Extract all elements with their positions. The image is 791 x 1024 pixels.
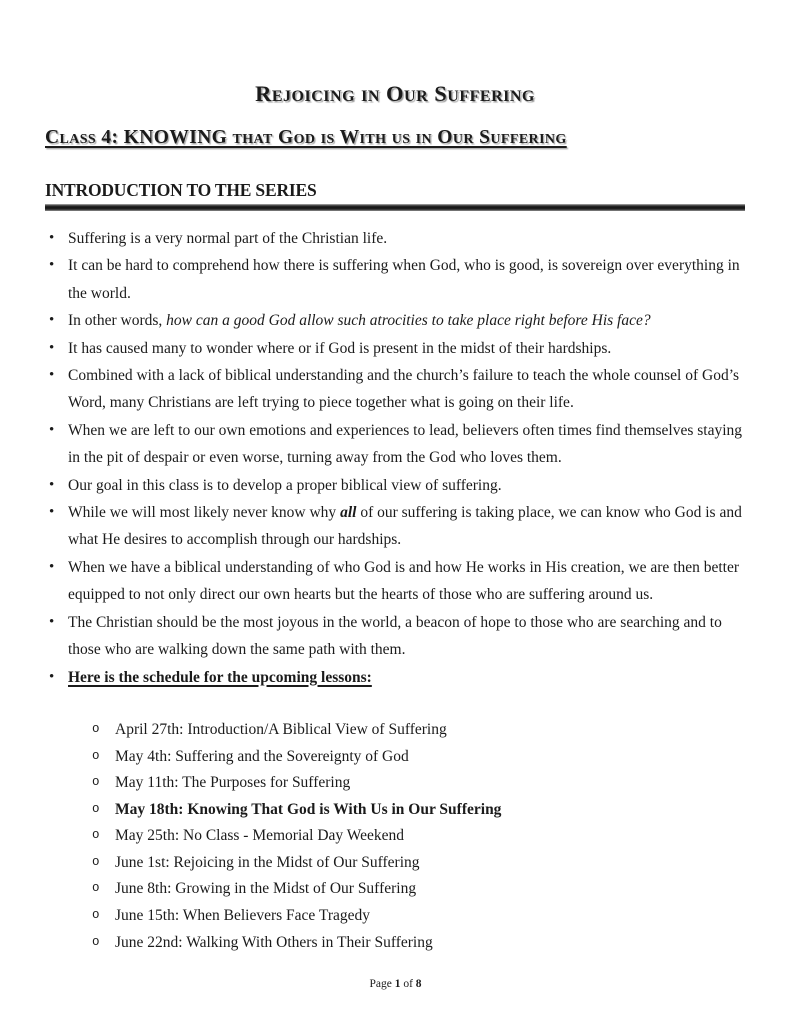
- text-run: The Christian should be the most joyous in the world, a beacon of hope to those who are searching and to those who are walking down the same path with them.: [68, 613, 722, 659]
- bullet-list-item: [45, 307, 745, 334]
- bullet-list-item: [45, 472, 745, 499]
- text-run: all: [340, 504, 357, 522]
- schedule-list-item: [92, 744, 745, 771]
- bullet-list-item: [45, 609, 745, 664]
- text-run: of our suffering is taking place, we can know who God is and what He desires to accomplish through our hardships.: [68, 504, 742, 549]
- page-footer: [0, 977, 791, 991]
- text-run: May 18th: Knowing That God is With Us in Our Suffering: [115, 800, 502, 818]
- schedule-list-item: [92, 930, 745, 957]
- bullet-list-item: [45, 252, 745, 307]
- schedule-list-item: [92, 797, 745, 824]
- class-subtitle: Class 4: KNOWING that God is With us in Our Suffering: [45, 127, 567, 148]
- schedule-list-item: [92, 850, 745, 877]
- schedule-list-item: [92, 823, 745, 850]
- bullet-list-item: [45, 417, 745, 472]
- schedule-list-item: [92, 903, 745, 930]
- section-heading: INTRODUCTION TO THE SERIES: [45, 180, 317, 200]
- footer-page-number: 1: [394, 978, 401, 990]
- text-run: When we are left to our own emotions and experiences to lead, believers often times find themselves staying in the pit of despair or even worse, turning away from the God who loves them.: [68, 421, 743, 467]
- text-run: While we will most likely never know why: [68, 504, 341, 522]
- schedule-list-item: [92, 717, 745, 744]
- text-run: It has caused many to wonder where or if God is present in the midst of their hardships.: [68, 339, 612, 357]
- text-run: When we have a biblical understanding of who God is and how He works in His creation, we are then better equipped to not only direct our own hearts but the hearts of those who are suffering around us.: [68, 558, 740, 604]
- footer-page-label: Page: [369, 978, 392, 990]
- text-run: June 22nd: Walking With Others in Their Suffering: [115, 933, 433, 951]
- schedule-list: [92, 717, 745, 956]
- schedule-list-item: [92, 876, 745, 903]
- text-run: April 27th: Introduction/A Biblical View of Suffering: [115, 720, 447, 738]
- bullet-list: [45, 225, 745, 691]
- text-run: June 8th: Growing in the Midst of Our Suffering: [115, 880, 417, 898]
- text-run: Here is the schedule for the upcoming lessons:: [68, 668, 372, 686]
- bullet-list-item: [45, 499, 745, 554]
- bullet-list-item: [45, 554, 745, 609]
- text-run: Suffering is a very normal part of the Christian life.: [68, 230, 388, 247]
- text-run: June 15th: When Believers Face Tragedy: [115, 907, 370, 925]
- schedule-list-item: [92, 770, 745, 797]
- text-run: May 4th: Suffering and the Sovereignty of God: [115, 747, 409, 765]
- document-title: Rejoicing in Our Suffering: [255, 81, 535, 106]
- text-run: Combined with a lack of biblical understanding and the church’s failure to teach the whole counsel of God’s Word, many Christians are left trying to piece together what is going on their life.: [68, 367, 740, 412]
- section-divider-rule: [45, 204, 745, 211]
- text-run: In other words,: [68, 312, 167, 330]
- text-run: June 1st: Rejoicing in the Midst of Our Suffering: [115, 853, 420, 871]
- bullet-list-item: [45, 362, 745, 417]
- text-run: May 11th: The Purposes for Suffering: [115, 774, 351, 792]
- footer-page-total: 8: [415, 978, 422, 990]
- bullet-list-item: [45, 664, 745, 691]
- text-run: May 25th: No Class - Memorial Day Weekend: [115, 827, 405, 845]
- text-run: how can a good God allow such atrocities to take place right before His face?: [166, 312, 651, 330]
- footer-of-label: of: [403, 978, 413, 990]
- bullet-list-item: [45, 335, 745, 362]
- text-run: It can be hard to comprehend how there is suffering when God, who is good, is sovereign over everything in the world.: [68, 257, 740, 302]
- text-run: Our goal in this class is to develop a proper biblical view of suffering.: [68, 476, 502, 494]
- bullet-list-item: [45, 225, 745, 252]
